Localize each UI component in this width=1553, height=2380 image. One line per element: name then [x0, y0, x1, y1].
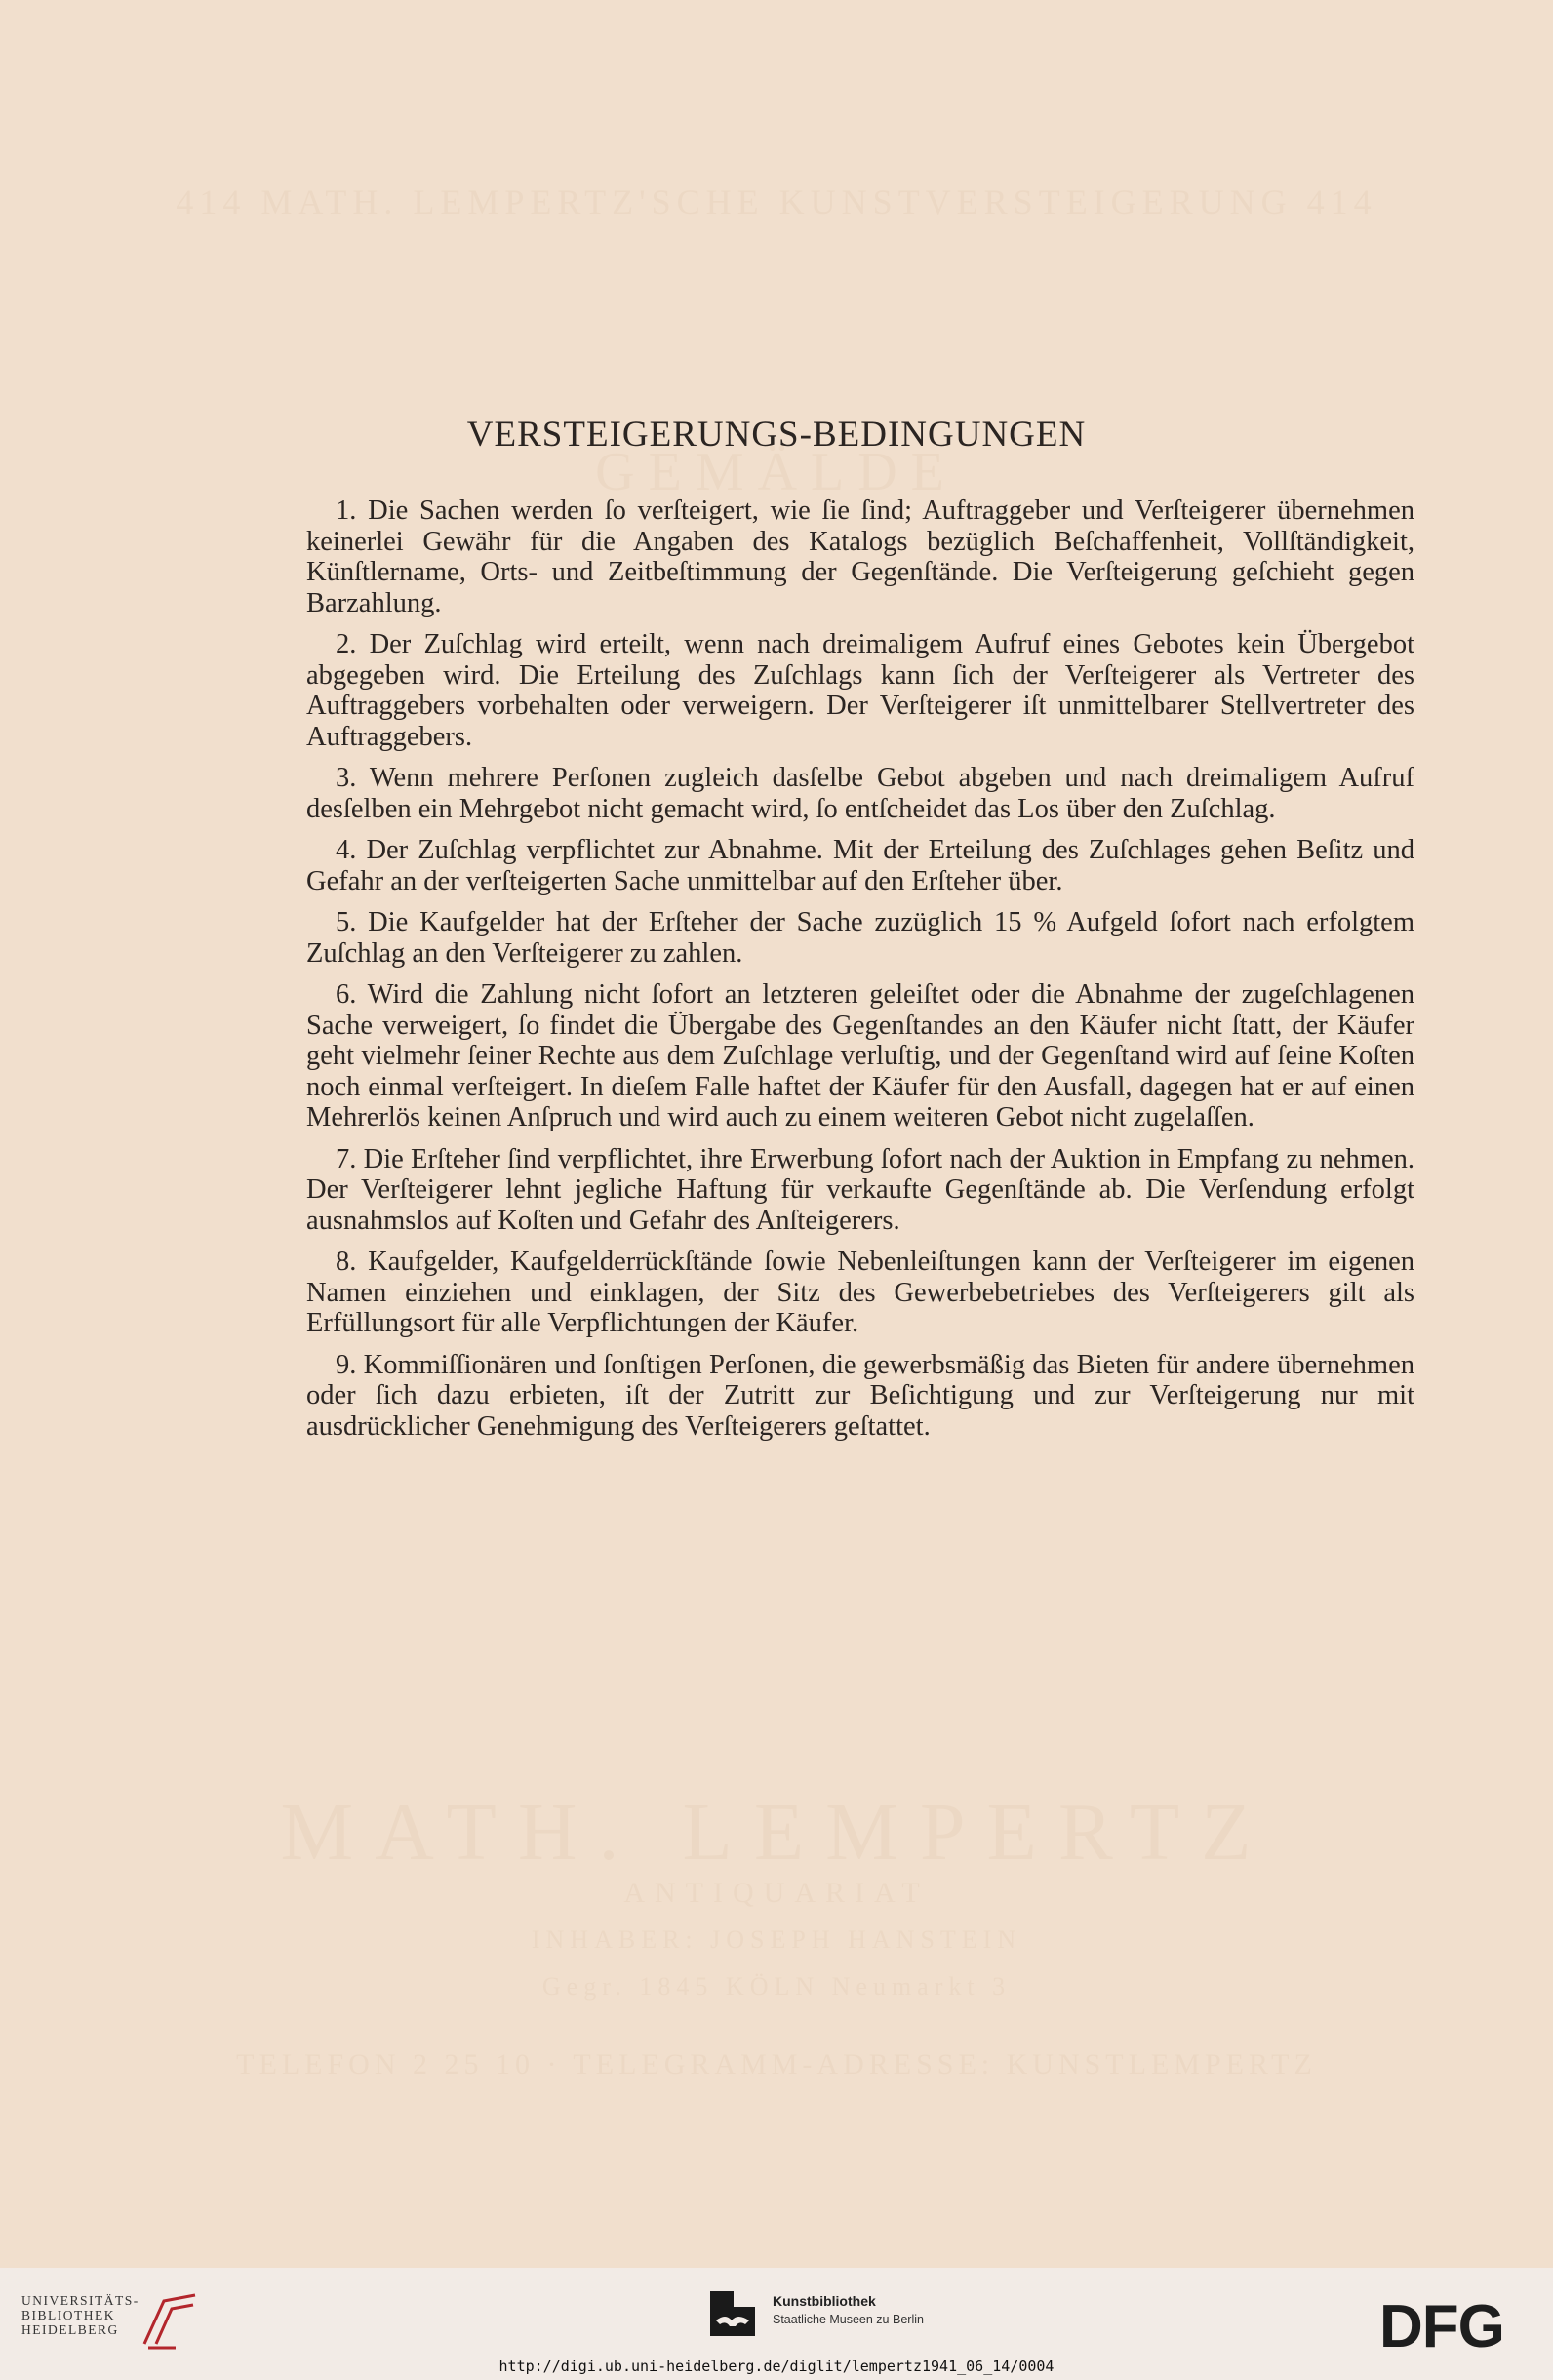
condition-clause: 7. Die Erſteher ſind verpflichtet, ihre Erwerbung ſofort nach der Auktion in Empfang zu nehmen. Der Verſteigerer lehnt jegliche Haftung für verkaufte Gegenſtände ab. Die Verſendung erfolgt ausnahmslos auf Koſten und Gefahr des Anſteigerers.: [306, 1143, 1414, 1236]
show-through-line: INHABER: JOSEPH HANSTEIN: [531, 1925, 1022, 1954]
show-through-title: GEMÄLDE: [595, 442, 958, 502]
ub-heidelberg-text: [21, 2293, 139, 2337]
dfg-logo[interactable]: DFG: [1379, 2293, 1504, 2360]
page-title: VERSTEIGERUNGS-BEDINGUNGEN: [466, 415, 1087, 455]
ub-line: UNIVERSITÄTS-: [21, 2293, 139, 2308]
kunstbibliothek-name: Kunstbibliothek: [773, 2293, 876, 2309]
ub-heidelberg-logo[interactable]: [21, 2293, 139, 2337]
permalink-url[interactable]: http://digi.ub.uni-heidelberg.de/diglit/lempertz1941_06_14/0004: [498, 2358, 1055, 2375]
condition-clause: 9. Kommiſſionären und ſonſtigen Perſonen, die gewerbsmäßig das Bieten für andere übernehmen oder ſich dazu erbieten, iſt der Zutritt zur Beſichtigung und zur Verſteigerung nur mit ausdrücklicher Genehmigung des Verſteigerers geſtattet.: [306, 1349, 1414, 1442]
condition-clause: 2. Der Zuſchlag wird erteilt, wenn nach dreimaligem Aufruf eines Gebotes kein Übergebot abgegeben wird. Die Erteilung des Zuſchlags kann ſich der Verſteigerer als Vertreter des Auftraggebers vorbehalten oder verweigern. Der Verſteigerer iſt unmittelbarer Stellvertreter des Auftraggebers.: [306, 629, 1414, 752]
viewer-footer: [0, 2268, 1553, 2380]
kunstbibliothek-eagle-icon: [710, 2291, 755, 2336]
show-through-header: 414 MATH. LEMPERTZ'SCHE KUNSTVERSTEIGERUNG 414: [176, 182, 1377, 221]
condition-clause: 5. Die Kaufgelder hat der Erſteher der Sache zuzüglich 15 % Aufgeld ſofort nach erfolgtem Zuſchlag an den Verſteigerer zu zahlen.: [306, 907, 1414, 969]
condition-clause: 1. Die Sachen werden ſo verſteigert, wie ſie ſind; Auftraggeber und Verſteigerer übernehmen keinerlei Gewähr für die Angaben des Katalogs bezüglich Beſchaffenheit, Vollſtändigkeit, Künſtlername, Orts- und Zeitbeſtimmung der Gegenſtände. Die Verſteigerung geſchieht gegen Barzahlung.: [306, 496, 1414, 618]
show-through-line: Gegr. 1845 KÖLN Neumarkt 3: [541, 1972, 1012, 2001]
condition-clause: 4. Der Zuſchlag verpflichtet zur Abnahme. Mit der Erteilung des Zuſchlages gehen Beſitz und Gefahr an der verſteigerten Sache unmittelbar auf den Erſteher über.: [306, 835, 1414, 896]
conditions-list: [306, 496, 1414, 1452]
ub-line: BIBLIOTHEK: [21, 2308, 115, 2322]
condition-clause: 6. Wird die Zahlung nicht ſofort an letzteren geleiſtet oder die Abnahme der zugeſchlagenen Sache verweigert, ſo findet die Übergabe des Gegenſtandes an den Käufer nicht ſtatt, der Käufer geht vielmehr ſeiner Rechte aus dem Zuſchlage verluſtig, und der Gegenſtand wird auf ſeine Koſten noch einmal verſteigert. In dieſem Falle haftet der Käufer für den Ausfall, dagegen hat er auf einen Mehrerlös keinen Anſpruch und wird auch zu einem weiteren Gebot nicht zugelaſſen.: [306, 979, 1414, 1132]
condition-clause: 8. Kaufgelder, Kaufgelderrückſtände ſowie Nebenleiſtungen kann der Verſteigerer im eigenen Namen einziehen und einklagen, der Sitz des Gewerbebetriebes des Verſteigerers gilt als Erfüllungsort für alle Verpflichtungen der Käufer.: [306, 1247, 1414, 1338]
show-through-line: TELEFON 2 25 10 · TELEGRAMM-ADRESSE: KUNSTLEMPERTZ: [236, 2048, 1317, 2081]
show-through-line: ANTIQUARIAT: [623, 1877, 930, 1909]
condition-clause: 3. Wenn mehrere Perſonen zugleich dasſelbe Gebot abgeben und nach dreimaligem Aufruf desſelben ein Mehrgebot nicht gemacht wird, ſo entſcheidet das Los über den Zuſchlag.: [306, 763, 1414, 824]
kunstbibliothek-text: [773, 2293, 924, 2326]
ub-line: HEIDELBERG: [21, 2322, 119, 2337]
show-through-firm: MATH. LEMPERTZ: [280, 1787, 1273, 1878]
ub-heidelberg-logo-icon: [137, 2293, 211, 2352]
kunstbibliothek-subtitle: Staatliche Museen zu Berlin: [773, 2313, 924, 2326]
